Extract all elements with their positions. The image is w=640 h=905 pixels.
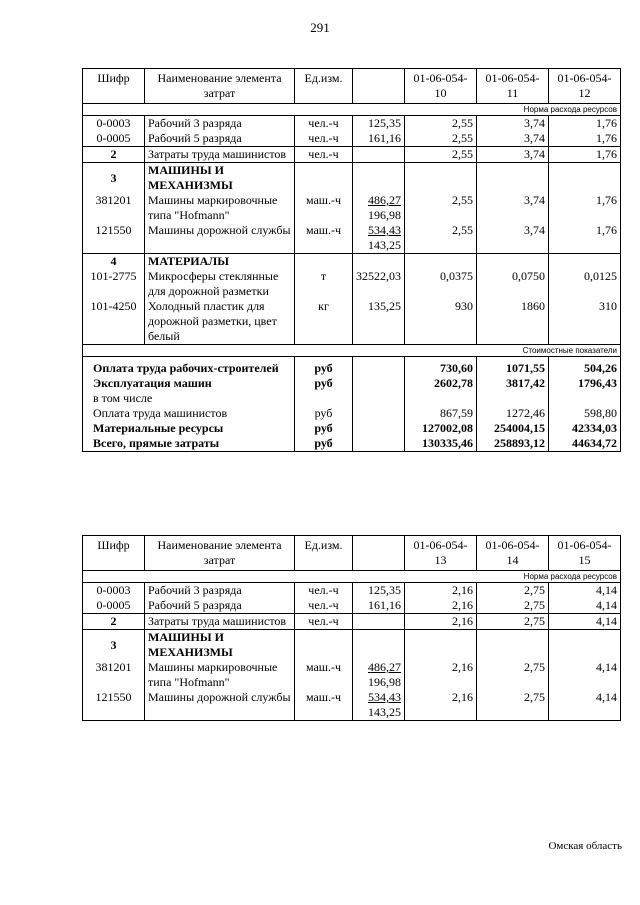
header-price [353, 536, 405, 571]
operator-price: 143,25 [368, 238, 401, 252]
row-code: 101-2775 [83, 269, 145, 299]
table-row [83, 614, 621, 630]
row-name: Рабочий 3 разряда [145, 583, 295, 599]
header-col: 01-06-054-14 [477, 536, 549, 571]
row-value: 3,74 [477, 116, 549, 132]
operator-price: 196,98 [368, 208, 401, 222]
row-name: Рабочий 5 разряда [145, 598, 295, 614]
row-price: 125,35 [353, 583, 405, 599]
table-row [83, 193, 621, 223]
header-name: Наименование элемента затрат [145, 69, 295, 104]
row-code: 0-0005 [83, 131, 145, 147]
row-code: 121550 [83, 223, 145, 254]
row-name: Машины дорожной службы [145, 223, 295, 254]
row-code: 2 [83, 147, 145, 163]
table-row [83, 131, 621, 147]
row-value: 1,76 [549, 223, 621, 254]
cost-unit: руб [295, 357, 353, 377]
row-price: 32522,03 [353, 269, 405, 299]
row-unit: чел.-ч [295, 131, 353, 147]
cost-row [83, 406, 621, 421]
cost-value: 1071,55 [477, 357, 549, 377]
row-price [353, 193, 405, 223]
header-col: 01-06-054-12 [549, 69, 621, 104]
cost-note-row [83, 345, 621, 357]
row-value: 4,14 [549, 660, 621, 690]
cost-unit: руб [295, 421, 353, 436]
machine-price: 486,27 [368, 193, 401, 207]
row-code: 0-0005 [83, 598, 145, 614]
row-code: 4 [83, 254, 145, 270]
row-value: 1860 [477, 299, 549, 345]
cost-row [83, 436, 621, 452]
cost-name: Материальные ресурсы [83, 421, 295, 436]
header-code: Шифр [83, 69, 145, 104]
row-unit: т [295, 269, 353, 299]
row-value: 3,74 [477, 193, 549, 223]
row-unit: кг [295, 299, 353, 345]
row-unit: чел.-ч [295, 147, 353, 163]
row-name: Машины маркировочные типа "Hofmann" [145, 193, 295, 223]
header-col: 01-06-054-11 [477, 69, 549, 104]
footer-region: Омская область [548, 840, 622, 852]
row-code: 381201 [83, 660, 145, 690]
table-row [83, 223, 621, 254]
row-value: 2,55 [405, 223, 477, 254]
row-unit: чел.-ч [295, 614, 353, 630]
machine-price: 534,43 [368, 690, 401, 704]
row-value: 0,0750 [477, 269, 549, 299]
header-col: 01-06-054-10 [405, 69, 477, 104]
cost-row [83, 357, 621, 377]
row-value: 2,75 [477, 660, 549, 690]
table-row [83, 299, 621, 345]
row-value: 2,55 [405, 147, 477, 163]
row-code: 3 [83, 163, 145, 194]
row-name: Затраты труда машинистов [145, 147, 295, 163]
operator-price: 143,25 [368, 705, 401, 719]
row-name: Рабочий 5 разряда [145, 131, 295, 147]
row-price [353, 614, 405, 630]
page-number: 291 [310, 20, 330, 35]
table-row [83, 254, 621, 270]
row-name: МАШИНЫ И МЕХАНИЗМЫ [145, 163, 295, 194]
row-value: 1,76 [549, 131, 621, 147]
row-price [353, 660, 405, 690]
table-header [83, 69, 621, 104]
header-code: Шифр [83, 536, 145, 571]
header-price [353, 69, 405, 104]
cost-value: 127002,08 [405, 421, 477, 436]
row-unit: маш.-ч [295, 193, 353, 223]
row-value: 2,55 [405, 131, 477, 147]
cost-row [83, 391, 621, 406]
machine-price: 534,43 [368, 223, 401, 237]
row-value: 310 [549, 299, 621, 345]
table-row [83, 630, 621, 661]
row-code: 101-4250 [83, 299, 145, 345]
row-code: 0-0003 [83, 583, 145, 599]
cost-name: Эксплуатация машин [83, 376, 295, 391]
row-value: 2,75 [477, 598, 549, 614]
row-value: 2,55 [405, 116, 477, 132]
row-name: Рабочий 3 разряда [145, 116, 295, 132]
row-value: 2,16 [405, 614, 477, 630]
row-value: 2,75 [477, 614, 549, 630]
row-value: 0,0375 [405, 269, 477, 299]
row-name: Микросферы стеклянные для дорожной разметки [145, 269, 295, 299]
cost-value: 598,80 [549, 406, 621, 421]
row-price [353, 690, 405, 721]
row-price [353, 147, 405, 163]
cost-row [83, 376, 621, 391]
row-unit: чел.-ч [295, 116, 353, 132]
cost-value: 258893,12 [477, 436, 549, 452]
table-row [83, 147, 621, 163]
resource-table-2 [82, 535, 621, 721]
row-code: 2 [83, 614, 145, 630]
cost-name: Оплата труда рабочих-строителей [83, 357, 295, 377]
row-price [353, 223, 405, 254]
header-col: 01-06-054-15 [549, 536, 621, 571]
row-name: Холодный пластик для дорожной разметки, цвет белый [145, 299, 295, 345]
row-value: 4,14 [549, 583, 621, 599]
cost-value: 3817,42 [477, 376, 549, 391]
row-value: 1,76 [549, 116, 621, 132]
cost-note: Стоимостные показатели [83, 345, 621, 357]
row-value: 2,75 [477, 690, 549, 721]
cost-value: 867,59 [405, 406, 477, 421]
row-unit: маш.-ч [295, 660, 353, 690]
norm-note-row [83, 571, 621, 583]
header-unit: Ед.изм. [295, 69, 353, 104]
row-name: Машины маркировочные типа "Hofmann" [145, 660, 295, 690]
cost-value: 42334,03 [549, 421, 621, 436]
cost-unit: руб [295, 406, 353, 421]
table-row [83, 583, 621, 599]
table-row [83, 660, 621, 690]
row-price: 125,35 [353, 116, 405, 132]
cost-value: 504,26 [549, 357, 621, 377]
row-value: 1,76 [549, 147, 621, 163]
resource-table-1 [82, 68, 621, 452]
cost-value: 44634,72 [549, 436, 621, 452]
cost-value: 2602,78 [405, 376, 477, 391]
row-code: 121550 [83, 690, 145, 721]
row-value: 4,14 [549, 690, 621, 721]
row-unit: маш.-ч [295, 223, 353, 254]
row-value: 4,14 [549, 598, 621, 614]
table-row [83, 598, 621, 614]
cost-row [83, 421, 621, 436]
cost-name: Оплата труда машинистов [83, 406, 295, 421]
row-name: МАТЕРИАЛЫ [145, 254, 295, 270]
cost-unit: руб [295, 436, 353, 452]
row-unit: чел.-ч [295, 598, 353, 614]
row-value: 2,55 [405, 193, 477, 223]
row-unit: чел.-ч [295, 583, 353, 599]
row-code: 0-0003 [83, 116, 145, 132]
table-row [83, 116, 621, 132]
header-col: 01-06-054-13 [405, 536, 477, 571]
row-value: 2,16 [405, 690, 477, 721]
row-value: 3,74 [477, 131, 549, 147]
row-price: 135,25 [353, 299, 405, 345]
row-code: 3 [83, 630, 145, 661]
table-row [83, 269, 621, 299]
cost-value: 130335,46 [405, 436, 477, 452]
row-value: 4,14 [549, 614, 621, 630]
table-row [83, 163, 621, 194]
cost-value: 1796,43 [549, 376, 621, 391]
cost-name: Всего, прямые затраты [83, 436, 295, 452]
row-value: 2,16 [405, 660, 477, 690]
cost-value: 254004,15 [477, 421, 549, 436]
header-unit: Ед.изм. [295, 536, 353, 571]
row-price: 161,16 [353, 131, 405, 147]
row-name: Затраты труда машинистов [145, 614, 295, 630]
row-value: 2,16 [405, 583, 477, 599]
norm-note: Норма расхода ресурсов [83, 104, 621, 116]
cost-value: 1272,46 [477, 406, 549, 421]
row-price: 161,16 [353, 598, 405, 614]
row-value: 0,0125 [549, 269, 621, 299]
header-name: Наименование элемента затрат [145, 536, 295, 571]
row-name: МАШИНЫ И МЕХАНИЗМЫ [145, 630, 295, 661]
operator-price: 196,98 [368, 675, 401, 689]
machine-price: 486,27 [368, 660, 401, 674]
cost-name: в том числе [83, 391, 295, 406]
row-value: 2,16 [405, 598, 477, 614]
norm-note-row [83, 104, 621, 116]
table-row [83, 690, 621, 721]
norm-note: Норма расхода ресурсов [83, 571, 621, 583]
row-unit: маш.-ч [295, 690, 353, 721]
row-value: 930 [405, 299, 477, 345]
table-header [83, 536, 621, 571]
row-code: 381201 [83, 193, 145, 223]
row-name: Машины дорожной службы [145, 690, 295, 721]
cost-unit: руб [295, 376, 353, 391]
row-value: 2,75 [477, 583, 549, 599]
row-value: 3,74 [477, 147, 549, 163]
cost-value: 730,60 [405, 357, 477, 377]
row-value: 3,74 [477, 223, 549, 254]
row-value: 1,76 [549, 193, 621, 223]
